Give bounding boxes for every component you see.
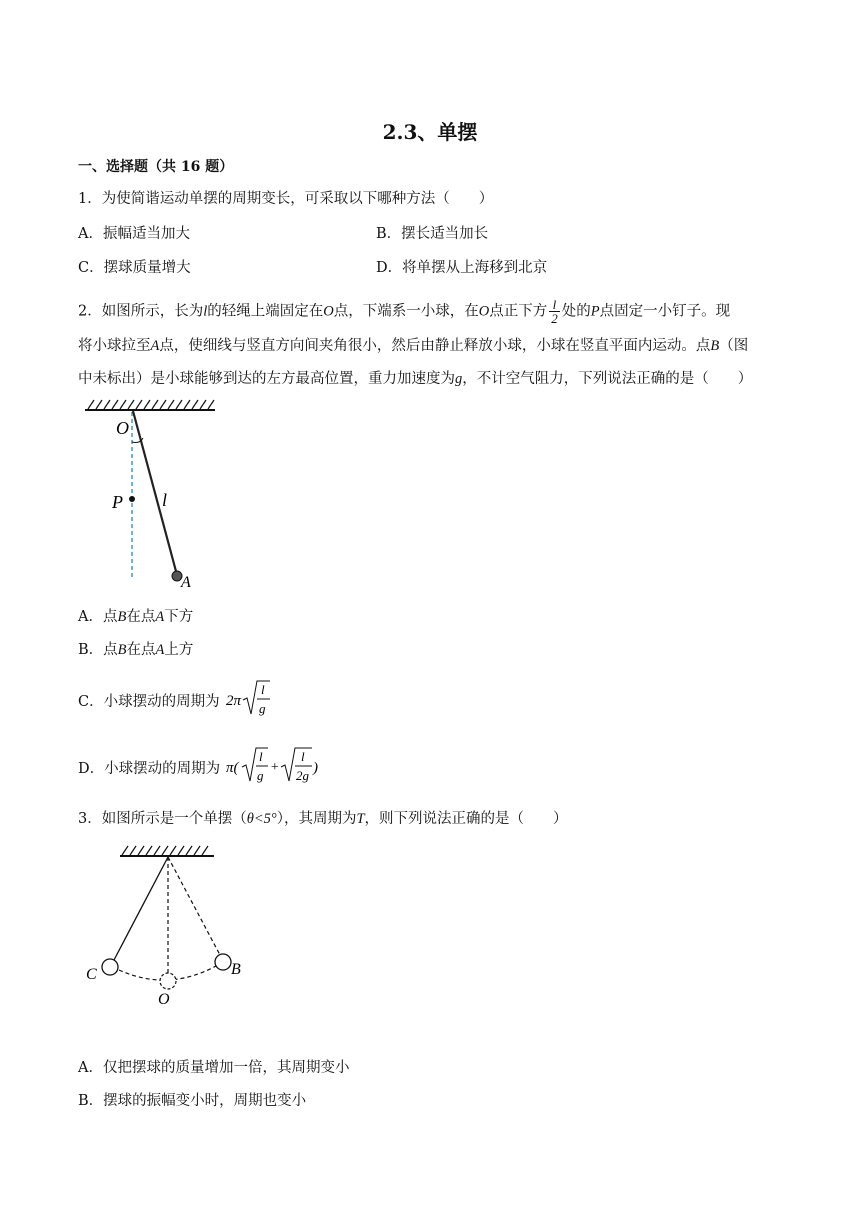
label-b: B (231, 961, 241, 978)
string-l (133, 411, 177, 575)
label-l: l (162, 490, 168, 510)
label-o: O (158, 991, 170, 1008)
sqrt-sign (243, 681, 270, 714)
label-p: P (112, 492, 123, 512)
q2-stem-line1: 2．如图所示，长为l的轻绳上端固定在O点，下端系一小球，在O点正下方 $\frac{l}{2}$ 处的P点固定一小钉子。现 (78, 297, 731, 326)
period-formula-d (226, 745, 326, 789)
period-formula-c (226, 678, 286, 722)
half-l-fraction: $\frac{l}{2}$ (551, 297, 558, 326)
q2-option-c: C．小球摆动的周期为 (78, 694, 220, 710)
q1-option-b: B．摆长适当加长 (376, 226, 489, 242)
q2-option-b: B．点B在点A上方 (78, 642, 194, 658)
page-title: 2.3、单摆 (382, 120, 478, 144)
svg-text:l: l (261, 682, 265, 697)
label-o: O (116, 418, 129, 438)
svg-text:l: l (301, 749, 305, 764)
string-to-b (168, 857, 220, 955)
string-to-c (114, 857, 168, 960)
q2-option-d: D．小球摆动的周期为 (78, 761, 221, 777)
q1-option-a: A．振幅适当加大 (78, 226, 190, 242)
q2-option-a: A．点B在点A下方 (78, 609, 194, 625)
svg-text:l: l (259, 749, 263, 764)
q1-option-d: D．将单摆从上海移到北京 (376, 260, 548, 276)
label-a: A (181, 574, 191, 591)
q2-stem-line2: 将小球拉至A点，使细线与竖直方向间夹角很小，然后由静止释放小球，小球在竖直平面内运动。点B（图 (78, 338, 749, 354)
ceiling-hatching (88, 400, 214, 409)
svg-text:+: + (270, 760, 280, 775)
svg-text:): ) (313, 760, 318, 776)
svg-text:g: g (257, 768, 264, 783)
nail-point-p (129, 496, 135, 502)
svg-text:2π: 2π (226, 693, 242, 709)
label-c: C (86, 966, 97, 983)
ball-o (160, 973, 176, 989)
q3-pendulum-figure (82, 842, 262, 1012)
section-heading: 一、选择题（共 16 题） (78, 159, 234, 175)
svg-text:π(: π( (226, 760, 239, 776)
q3-stem: 3．如图所示是一个单摆（θ<5°），其周期为T，则下列说法正确的是（ ） (78, 811, 568, 827)
ball-b (215, 954, 231, 970)
q3-option-a: A．仅把摆球的质量增加一倍，其周期变小 (78, 1060, 350, 1076)
q1-stem: 1．为使简谐运动单摆的周期变长，可采取以下哪种方法（ ） (78, 191, 494, 207)
ceiling-hatching (122, 846, 208, 855)
q1-option-c: C．摆球质量增大 (78, 260, 191, 276)
ball-c (102, 959, 118, 975)
sqrt-sign-1 (242, 748, 268, 781)
q2-pendulum-figure (80, 398, 230, 593)
q3-option-b: B．摆球的振幅变小时，周期也变小 (78, 1093, 307, 1109)
svg-text:2g: 2g (296, 768, 309, 783)
svg-text:g: g (259, 701, 266, 716)
q2-stem-line3: 中未标出）是小球能够到达的左方最高位置，重力加速度为g，不计空气阻力，下列说法正确的是（ ） (78, 371, 753, 387)
